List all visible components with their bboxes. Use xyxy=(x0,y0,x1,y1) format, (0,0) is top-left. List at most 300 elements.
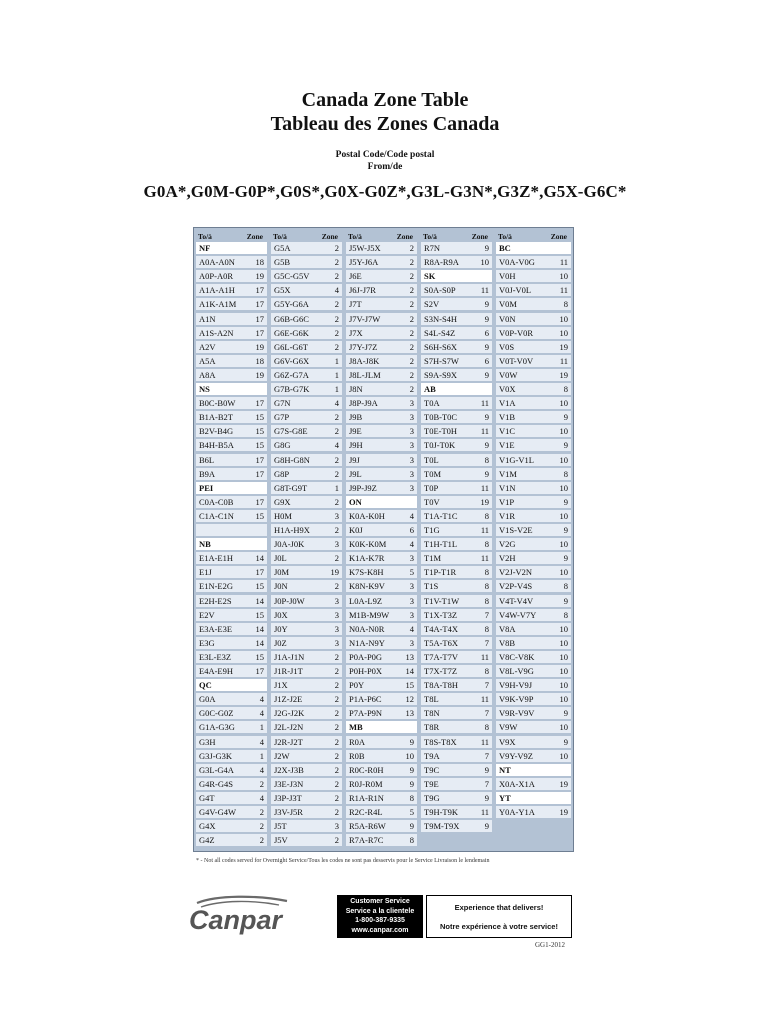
zone-number: 7 xyxy=(484,750,489,761)
table-row xyxy=(196,623,267,635)
zone-number: 19 xyxy=(559,807,568,817)
zone-number: 15 xyxy=(255,609,264,620)
zone-number: 14 xyxy=(255,595,264,606)
postal-code-range: A2V xyxy=(199,341,216,352)
zone-number: 3 xyxy=(334,637,339,648)
zone-number: 8 xyxy=(484,581,489,592)
zone-number: 4 xyxy=(409,510,414,521)
zone-number: 14 xyxy=(255,553,264,564)
table-row xyxy=(496,806,571,818)
zone-number: 8 xyxy=(484,539,489,550)
province-name: PEI xyxy=(199,482,214,493)
zone-number: 3 xyxy=(409,468,414,479)
table-row xyxy=(421,524,492,536)
table-row xyxy=(196,411,267,423)
postal-code-range: T0M xyxy=(424,468,441,479)
table-row xyxy=(421,256,492,268)
table-row xyxy=(496,411,571,423)
zone-number: 2 xyxy=(334,525,339,535)
zone-number: 11 xyxy=(480,736,489,747)
zone-number: 3 xyxy=(409,426,414,437)
header-to: To/à xyxy=(348,232,362,241)
header-to: To/à xyxy=(198,232,212,241)
zone-number: 9 xyxy=(484,468,489,479)
table-row xyxy=(346,566,417,578)
table-row xyxy=(346,609,417,621)
table-row xyxy=(346,439,417,451)
zone-number: 6 xyxy=(484,327,489,338)
table-row xyxy=(346,411,417,423)
postal-code-range: G3H xyxy=(199,736,216,747)
zone-number: 2 xyxy=(409,243,414,253)
table-row xyxy=(496,736,571,748)
province-name: NB xyxy=(199,539,211,550)
table-row xyxy=(346,693,417,705)
zone-number: 2 xyxy=(334,651,339,662)
postal-code-range: V1B xyxy=(499,412,516,423)
table-row xyxy=(196,750,267,762)
table-row xyxy=(496,566,571,578)
table-row xyxy=(271,397,342,409)
zone-number: 10 xyxy=(480,257,489,268)
table-row xyxy=(196,806,267,818)
postal-code-range: V0M xyxy=(499,299,517,310)
zone-number: 2 xyxy=(409,327,414,338)
zone-number: 17 xyxy=(255,313,264,324)
postal-code-range: G5X xyxy=(274,285,291,296)
zone-number: 1 xyxy=(334,369,339,380)
slogan-french: Notre expérience à votre service! xyxy=(440,922,558,931)
table-row xyxy=(346,327,417,339)
zone-number: 17 xyxy=(255,285,264,296)
zone-number: 3 xyxy=(334,595,339,606)
zone-number: 19 xyxy=(255,369,264,380)
postal-code-range: G7N xyxy=(274,398,291,409)
postal-code-range: G6B-G6C xyxy=(274,313,309,324)
zone-number: 8 xyxy=(563,581,568,592)
zone-number: 11 xyxy=(480,398,489,409)
zone-number: 2 xyxy=(409,285,414,296)
table-row xyxy=(496,778,571,790)
postal-code-range: T8N xyxy=(424,708,440,719)
table-row xyxy=(421,538,492,550)
zone-number: 2 xyxy=(334,835,339,846)
postal-code-range: T0J-T0K xyxy=(424,440,456,451)
zone-number: 10 xyxy=(559,482,568,493)
table-row xyxy=(346,510,417,522)
postal-code-range: J2W xyxy=(274,750,290,761)
table-row xyxy=(496,496,571,508)
postal-code-range: G3L-G4A xyxy=(199,764,234,775)
postal-code-range: K1A-K7R xyxy=(349,553,385,564)
zone-number: 9 xyxy=(563,412,568,423)
table-row xyxy=(496,637,571,649)
table-row xyxy=(496,623,571,635)
zone-number: 7 xyxy=(484,609,489,620)
postal-code-range: G4Z xyxy=(199,835,215,846)
zone-number: 9 xyxy=(484,243,489,253)
zone-number: 1 xyxy=(259,750,264,761)
logo-wordmark: Canpar xyxy=(189,905,283,935)
table-row xyxy=(346,792,417,804)
table-row xyxy=(271,609,342,621)
zone-number: 8 xyxy=(409,792,414,803)
postal-code-range: J7V-J7W xyxy=(349,313,381,324)
zone-number: 5 xyxy=(409,567,414,578)
postal-code-range: T7A-T7V xyxy=(424,651,458,662)
postal-code-range: J0A-J0K xyxy=(274,539,305,550)
postal-code-range: A0P-A0R xyxy=(199,271,234,282)
province-header xyxy=(196,482,267,494)
postal-code-range: V1E xyxy=(499,440,515,451)
table-row xyxy=(496,552,571,564)
postal-code-range: J2G-J2K xyxy=(274,708,305,719)
postal-code-range: V9Y-V9Z xyxy=(499,750,533,761)
header-zone: Zone xyxy=(550,232,567,241)
table-row xyxy=(346,665,417,677)
table-row xyxy=(196,313,267,325)
table-row xyxy=(196,778,267,790)
postal-code-range: E2H-E2S xyxy=(199,595,232,606)
table-row xyxy=(421,736,492,748)
zone-column xyxy=(194,228,269,851)
zone-number: 11 xyxy=(480,482,489,493)
postal-code-range: V0X xyxy=(499,384,516,394)
postal-code-range: J3V-J5R xyxy=(274,807,303,817)
postal-code-range: R2C-R4L xyxy=(349,807,383,817)
table-row xyxy=(196,566,267,578)
postal-code-range: R7A-R7C xyxy=(349,835,384,846)
table-row xyxy=(346,595,417,607)
table-row xyxy=(346,806,417,818)
table-row xyxy=(196,736,267,748)
table-row xyxy=(271,468,342,480)
zone-number: 8 xyxy=(484,623,489,634)
zone-number: 2 xyxy=(334,581,339,592)
postal-code-range: V1P xyxy=(499,496,515,507)
postal-code-range: E3A-E3E xyxy=(199,623,233,634)
postal-code-range: E2V xyxy=(199,609,215,620)
zone-number: 2 xyxy=(334,327,339,338)
zone-number: 9 xyxy=(563,736,568,747)
table-row xyxy=(421,369,492,381)
province-header xyxy=(421,383,492,395)
table-row xyxy=(346,834,417,846)
postal-code-range: T9C xyxy=(424,764,440,775)
zone-number: 10 xyxy=(559,750,568,761)
zone-number: 2 xyxy=(334,736,339,747)
postal-code-range: N0A-N0R xyxy=(349,623,385,634)
zone-number: 17 xyxy=(255,299,264,310)
zone-number: 4 xyxy=(409,539,414,550)
province-header xyxy=(496,764,571,776)
postal-code-range: J7Y-J7Z xyxy=(349,341,378,352)
postal-code-range: B9A xyxy=(199,468,216,479)
postal-code-range: K8N-K9V xyxy=(349,581,385,592)
zone-number: 9 xyxy=(563,708,568,719)
postal-code-range: V1N xyxy=(499,482,516,493)
postal-code-range: T8L xyxy=(424,694,439,705)
postal-code-range: J0L xyxy=(274,553,287,564)
table-row xyxy=(421,693,492,705)
postal-code-range: J5T xyxy=(274,821,287,832)
zone-number: 11 xyxy=(480,426,489,437)
document-id: GG1-2012 xyxy=(535,941,565,949)
zone-number: 2 xyxy=(334,792,339,803)
table-row xyxy=(196,524,267,536)
slogan-box xyxy=(426,895,572,938)
table-row xyxy=(196,637,267,649)
table-row xyxy=(496,270,571,282)
zone-number: 2 xyxy=(334,299,339,310)
postal-code-range: A0A-A0N xyxy=(199,257,235,268)
zone-number: 9 xyxy=(484,369,489,380)
zone-number: 19 xyxy=(255,341,264,352)
header-zone: Zone xyxy=(471,232,488,241)
table-row xyxy=(346,468,417,480)
postal-code-range: G7P xyxy=(274,412,290,423)
zone-number: 17 xyxy=(255,454,264,465)
table-row xyxy=(496,665,571,677)
province-header xyxy=(196,383,267,395)
zone-number: 10 xyxy=(559,680,568,691)
postal-code-range: V2P-V4S xyxy=(499,581,533,592)
table-row xyxy=(421,778,492,790)
postal-code-range: V1M xyxy=(499,468,517,479)
province-name: NT xyxy=(499,764,511,775)
zone-number: 2 xyxy=(409,299,414,310)
postal-code-range: C0A-C0B xyxy=(199,496,234,507)
canpar-logo xyxy=(187,893,307,935)
postal-code-range: T0B-T0C xyxy=(424,412,458,423)
zone-number: 3 xyxy=(334,623,339,634)
zone-number: 9 xyxy=(484,341,489,352)
table-row xyxy=(271,707,342,719)
zone-number: 2 xyxy=(334,313,339,324)
zone-number: 9 xyxy=(409,736,414,747)
table-row xyxy=(271,242,342,254)
table-row xyxy=(271,736,342,748)
zone-number: 10 xyxy=(559,426,568,437)
table-row xyxy=(346,538,417,550)
table-row xyxy=(496,595,571,607)
postal-code-range: R0A xyxy=(349,736,366,747)
postal-code-range: V9X xyxy=(499,736,516,747)
table-row xyxy=(421,820,492,832)
table-row xyxy=(196,707,267,719)
zone-number: 3 xyxy=(409,440,414,451)
table-row xyxy=(346,256,417,268)
postal-code-range: V0S xyxy=(499,341,515,352)
zone-number: 2 xyxy=(409,257,414,268)
zone-number: 1 xyxy=(334,355,339,366)
zone-column xyxy=(344,228,419,851)
zone-number: 4 xyxy=(409,623,414,634)
table-row xyxy=(421,679,492,691)
postal-code-range: J8A-J8K xyxy=(349,355,380,366)
cs-phone: 1-800-387-9335 xyxy=(355,917,405,924)
slogan-english: Experience that delivers! xyxy=(454,903,544,912)
postal-code-range: K7S-K8H xyxy=(349,567,384,578)
postal-code-range: S6H-S6X xyxy=(424,341,458,352)
zone-number: 1 xyxy=(334,384,339,394)
zone-number: 4 xyxy=(259,792,264,803)
zone-number: 8 xyxy=(563,609,568,620)
table-row xyxy=(421,298,492,310)
zone-number: 2 xyxy=(334,764,339,775)
postal-code-range: G5C-G5V xyxy=(274,271,310,282)
table-row xyxy=(196,609,267,621)
postal-code-range: J1R-J1T xyxy=(274,666,303,676)
table-row xyxy=(346,552,417,564)
postal-code-range: J1A-J1N xyxy=(274,651,305,662)
postal-code-range: V0A-V0G xyxy=(499,257,535,268)
postal-code-range: T4A-T4X xyxy=(424,623,458,634)
zone-number: 9 xyxy=(484,313,489,324)
postal-code-range: R0J-R0M xyxy=(349,778,383,789)
postal-code-range: V4T-V4V xyxy=(499,595,534,606)
title-french: Tableau des Zones Canada xyxy=(270,113,500,135)
postal-code-range: G7B-G7K xyxy=(274,384,310,394)
zone-number: 2 xyxy=(334,341,339,352)
zone-number: 4 xyxy=(259,764,264,775)
table-row xyxy=(346,397,417,409)
table-row xyxy=(346,313,417,325)
zone-number: 9 xyxy=(484,792,489,803)
table-row xyxy=(496,439,571,451)
zone-number: 9 xyxy=(484,412,489,423)
zone-number: 3 xyxy=(409,412,414,423)
zone-number: 2 xyxy=(334,496,339,507)
table-row xyxy=(496,369,571,381)
table-row xyxy=(496,510,571,522)
zone-number: 6 xyxy=(484,355,489,366)
postal-code-range: J3E-J3N xyxy=(274,778,304,789)
zone-number: 2 xyxy=(409,384,414,394)
postal-code-range: A1S-A2N xyxy=(199,327,234,338)
table-row xyxy=(346,750,417,762)
zone-table xyxy=(193,227,574,852)
table-row xyxy=(271,792,342,804)
postal-code-range: R7N xyxy=(424,243,441,253)
table-row xyxy=(496,284,571,296)
postal-code-range: J5V xyxy=(274,835,288,846)
table-row xyxy=(346,736,417,748)
postal-code-range: V8C-V8K xyxy=(499,651,535,662)
table-row xyxy=(346,707,417,719)
zone-number: 2 xyxy=(409,369,414,380)
postal-code-range: K0A-K0H xyxy=(349,510,385,521)
table-row xyxy=(271,679,342,691)
postal-code-range: V0H xyxy=(499,271,516,282)
postal-code-range: V9W xyxy=(499,722,518,733)
table-row xyxy=(196,820,267,832)
table-row xyxy=(421,595,492,607)
table-row xyxy=(496,721,571,733)
zone-number: 3 xyxy=(334,609,339,620)
zone-number: 18 xyxy=(255,355,264,366)
column-header xyxy=(194,230,269,241)
header-to: To/à xyxy=(498,232,512,241)
table-row xyxy=(271,764,342,776)
table-row xyxy=(271,369,342,381)
postal-code-range: T8A-T8H xyxy=(424,680,458,691)
postal-code-range: G4R-G4S xyxy=(199,778,234,789)
postal-code-range: P0H-P0X xyxy=(349,666,383,676)
table-row xyxy=(271,693,342,705)
postal-code-range: P0Y xyxy=(349,680,365,691)
table-row xyxy=(196,425,267,437)
table-row xyxy=(496,679,571,691)
postal-code-range: J3P-J3T xyxy=(274,792,302,803)
table-row xyxy=(346,623,417,635)
table-row xyxy=(421,623,492,635)
postal-code-range: T1V-T1W xyxy=(424,595,460,606)
table-row xyxy=(496,355,571,367)
province-header xyxy=(346,721,417,733)
table-row xyxy=(421,552,492,564)
table-row xyxy=(196,834,267,846)
table-row xyxy=(421,468,492,480)
postal-code-range: J0Y xyxy=(274,623,288,634)
zone-number: 11 xyxy=(559,355,568,366)
zone-column xyxy=(269,228,344,851)
zone-number: 2 xyxy=(334,468,339,479)
postal-code-range: G3J-G3K xyxy=(199,750,233,761)
table-row xyxy=(496,256,571,268)
postal-code-range: G7S-G8E xyxy=(274,426,308,437)
postal-code-range: V2H xyxy=(499,553,516,564)
zone-number: 2 xyxy=(334,807,339,817)
zone-number: 9 xyxy=(563,595,568,606)
zone-number: 19 xyxy=(255,271,264,282)
from-label: From/de xyxy=(367,162,403,172)
postal-code-range: B4H-B5A xyxy=(199,440,234,451)
table-row xyxy=(196,510,267,522)
postal-code-range: J9P-J9Z xyxy=(349,482,377,493)
zone-number: 10 xyxy=(559,623,568,634)
postal-code-range: R5A-R6W xyxy=(349,821,386,832)
postal-code-range: G8H-G8N xyxy=(274,454,310,465)
table-row xyxy=(346,637,417,649)
zone-number: 11 xyxy=(480,553,489,564)
table-row xyxy=(421,707,492,719)
header-zone: Zone xyxy=(321,232,338,241)
table-row xyxy=(496,707,571,719)
table-row xyxy=(421,439,492,451)
zone-number: 10 xyxy=(559,510,568,521)
postal-code-range: J9H xyxy=(349,440,363,451)
postal-code-range: R8A-R9A xyxy=(424,257,459,268)
table-row xyxy=(496,580,571,592)
table-row xyxy=(421,313,492,325)
zone-column xyxy=(494,228,573,851)
table-row xyxy=(496,750,571,762)
table-row xyxy=(196,665,267,677)
postal-code-range: G5B xyxy=(274,257,291,268)
zone-number: 11 xyxy=(480,285,489,296)
table-row xyxy=(496,454,571,466)
postal-code-range: K0J xyxy=(349,525,363,535)
zone-number: 9 xyxy=(563,496,568,507)
table-row xyxy=(346,764,417,776)
zone-number: 2 xyxy=(334,666,339,676)
postal-code-range: S9A-S9X xyxy=(424,369,458,380)
table-row xyxy=(421,792,492,804)
table-row xyxy=(271,411,342,423)
postal-code-range: J1X xyxy=(274,680,288,691)
table-row xyxy=(271,327,342,339)
